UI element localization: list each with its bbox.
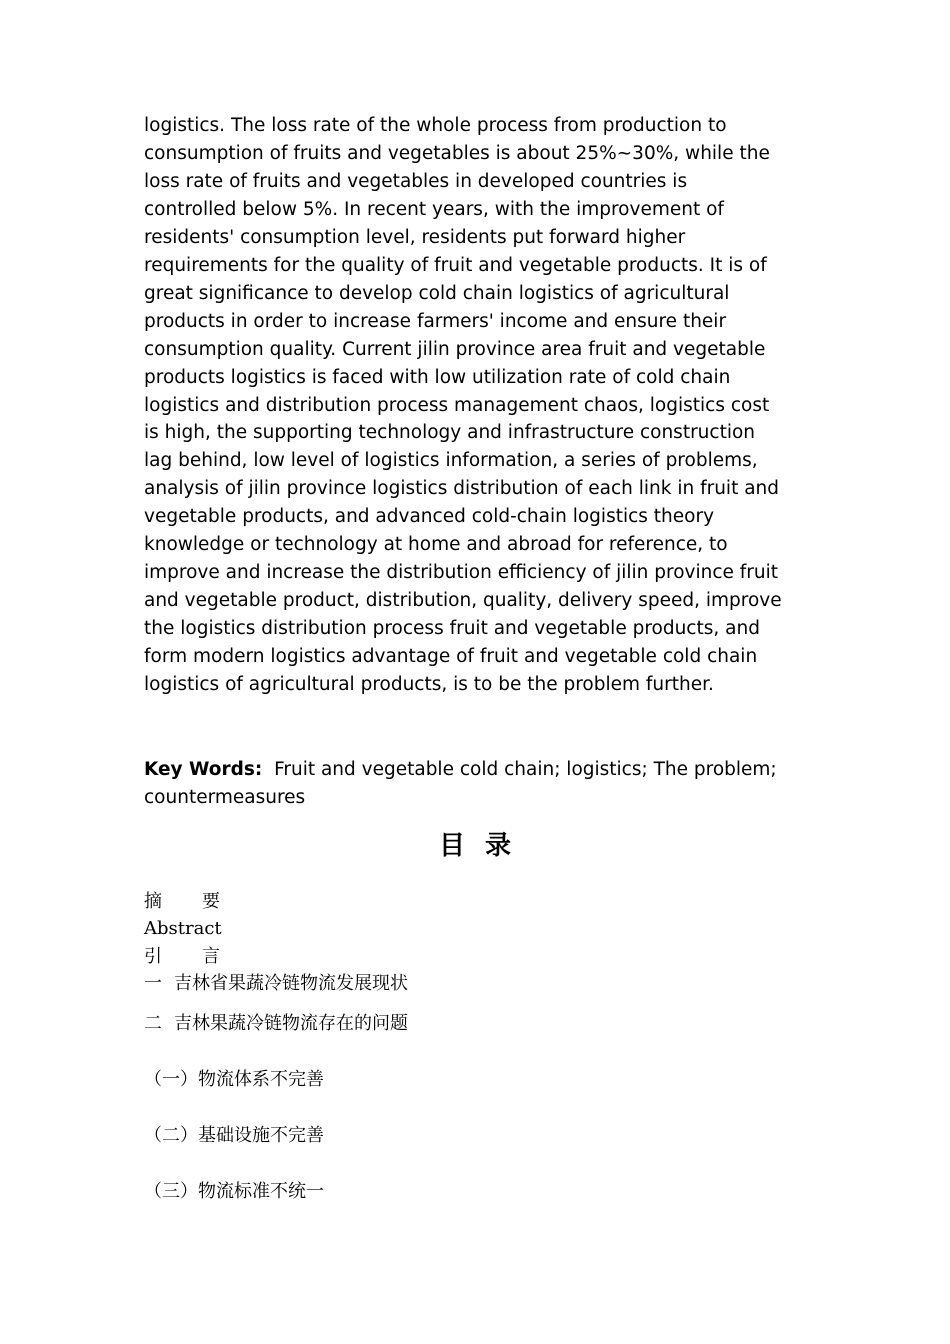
- toc-item-subsection-1[interactable]: [144, 1067, 324, 1093]
- toc-item-label: 吉林果蔬冷链物流存在的问题: [174, 1013, 408, 1034]
- abstract-line: consumption of fruits and vegetables is about 25%~30%, while the: [144, 142, 770, 164]
- toc-section-number: 一: [144, 973, 162, 994]
- toc-section-number: 二: [144, 1013, 162, 1034]
- abstract-line: products in order to increase farmers' income and ensure their: [144, 310, 727, 332]
- abstract-line: is high, the supporting technology and infrastructure construction: [144, 422, 756, 444]
- abstract-line: analysis of jilin province logistics distribution of each link in fruit and: [144, 478, 780, 500]
- abstract-line: and vegetable product, distribution, quality, delivery speed, improve: [144, 590, 782, 612]
- abstract-line: residents' consumption level, residents put forward higher: [144, 226, 686, 248]
- keywords-text-continued: countermeasures: [144, 787, 306, 808]
- toc-item-yinyan[interactable]: [144, 944, 220, 970]
- toc-title: 目录: [438, 831, 531, 861]
- abstract-line: form modern logistics advantage of fruit and vegetable cold chain: [144, 646, 758, 668]
- toc-item-label: Abstract: [144, 918, 222, 939]
- abstract-line: logistics of agricultural products, is to be the problem further.: [144, 674, 714, 696]
- abstract-line: the logistics distribution process fruit and vegetable products, and: [144, 618, 760, 640]
- abstract-line: lag behind, low level of logistics information, a series of problems,: [144, 450, 758, 472]
- abstract-line: improve and increase the distribution efficiency of jilin province fruit: [144, 562, 779, 584]
- keywords-label: Key Words:: [144, 759, 263, 780]
- toc-item-section-1[interactable]: [144, 971, 408, 997]
- toc-item-label: 吉林省果蔬冷链物流发展现状: [174, 973, 408, 994]
- abstract-line: logistics. The loss rate of the whole process from production to: [144, 115, 727, 136]
- keywords-block: [144, 756, 814, 812]
- abstract-line: requirements for the quality of fruit and vegetable products. It is of: [144, 254, 767, 276]
- keywords-line: [144, 756, 814, 784]
- keywords-text: Fruit and vegetable cold chain; logistics; The problem;: [274, 759, 777, 780]
- abstract-line: consumption quality. Current jilin province area fruit and vegetable: [144, 338, 766, 360]
- abstract-paragraph: [144, 112, 814, 699]
- toc-item-subsection-3[interactable]: [144, 1179, 324, 1205]
- abstract-line: loss rate of fruits and vegetables in developed countries is: [144, 170, 688, 192]
- abstract-line: products logistics is faced with low utilization rate of cold chain: [144, 366, 731, 388]
- toc-item-label: （一）物流体系不完善: [144, 1069, 324, 1090]
- toc-item-subsection-2[interactable]: [144, 1123, 324, 1149]
- abstract-line: logistics and distribution process management chaos, logistics cost: [144, 394, 770, 416]
- toc-item-abstract[interactable]: [144, 916, 222, 942]
- toc-item-zhaiyao[interactable]: [144, 889, 220, 915]
- abstract-line: knowledge or technology at home and abroad for reference, to: [144, 534, 728, 556]
- abstract-line: great significance to develop cold chain logistics of agricultural: [144, 282, 730, 304]
- toc-item-label: （二）基础设施不完善: [144, 1125, 324, 1146]
- toc-item-label: 言: [202, 946, 220, 967]
- toc-item-label: 要: [202, 891, 220, 912]
- toc-item-label: 引: [144, 946, 162, 967]
- toc-item-section-2[interactable]: [144, 1011, 408, 1037]
- abstract-line: vegetable products, and advanced cold-chain logistics theory: [144, 506, 715, 528]
- abstract-line: controlled below 5%. In recent years, with the improvement of: [144, 198, 724, 220]
- toc-item-label: （三）物流标准不统一: [144, 1181, 324, 1202]
- toc-item-label: 摘: [144, 891, 162, 912]
